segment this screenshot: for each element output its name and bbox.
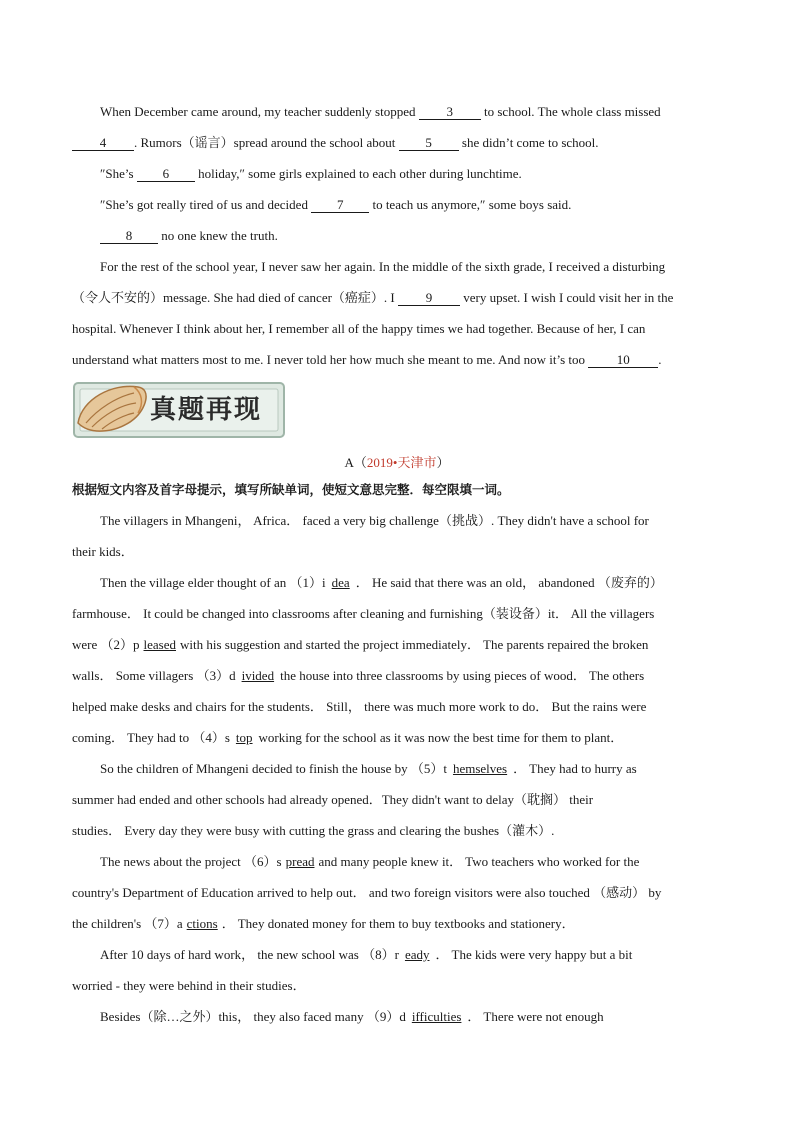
section-banner: [72, 379, 722, 447]
passage1-line4: ″She’s got really tired of us and decided 7 to teach us anymore,″ some boys said.: [100, 197, 572, 212]
passage1-line3: ″She’s 6 holiday,″ some girls explained to each other during lunchtime.: [100, 166, 522, 181]
answer-2[interactable]: leased: [143, 637, 176, 652]
answer-3[interactable]: ivided: [241, 668, 275, 683]
answer-7[interactable]: ctions: [186, 916, 218, 931]
blank-6[interactable]: 6: [137, 166, 195, 182]
passage1-line1: When December came around, my teacher suddenly stopped 3 to school. The whole class missed: [100, 104, 661, 119]
passage2-line3: Then the village elder thought of an （1）i dea ． He said that there was an old， abandoned （废弃的）: [100, 575, 663, 590]
passage2-line6: walls． Some villagers （3）d ivided the house into three classrooms by using pieces of wood． The others: [72, 668, 645, 683]
passage1-line9: understand what matters most to me. I never told her how much she meant to me. And now it’s too 10 .: [72, 352, 662, 367]
blank-8[interactable]: 8: [100, 228, 158, 244]
passage2-line12: The news about the project （6）s pread and many people knew it． Two teachers who worked for the: [100, 854, 640, 869]
answer-9[interactable]: ifficulties: [411, 1009, 462, 1024]
answer-8[interactable]: eady: [404, 947, 430, 962]
section-a-instruction: 根据短文内容及首字母提示，填写所缺单词，使短文意思完整．每空限填一词。: [72, 482, 510, 497]
passage2-line8: coming． They had to （4）s top working for the school as it was now the best time for them to plant．: [72, 730, 624, 745]
passage2-line16: worried - they were behind in their studies．: [72, 978, 306, 993]
blank-3[interactable]: 3: [419, 104, 481, 120]
blank-9[interactable]: 9: [398, 290, 460, 306]
passage2-line17: Besides（除…之外）this， they also faced many （9）d ifficulties ． There were not enough: [100, 1009, 604, 1024]
passage2-line7: helped make desks and chairs for the students． Still， there was much more work to do． But the rains were: [72, 699, 647, 714]
section-a-heading: A（2019•天津市）: [344, 455, 450, 470]
passage1-line5: 8 no one knew the truth.: [72, 220, 722, 251]
answer-4[interactable]: top: [235, 730, 253, 745]
section-a-year: 2019•天津市: [366, 455, 437, 470]
answer-6[interactable]: pread: [285, 854, 315, 869]
passage2-line2: their kids．: [72, 544, 134, 559]
passage2-line15: After 10 days of hard work， the new school was （8）r eady ． The kids were very happy but a bit: [100, 947, 633, 962]
answer-5[interactable]: hemselves: [452, 761, 508, 776]
passage1-line7: （令人不安的）message. She had died of cancer（癌症）. I 9 very upset. I wish I could visit her in the: [72, 290, 674, 305]
passage2-line4: farmhouse． It could be changed into classrooms after cleaning and furnishing（装设备）it． All the villagers: [72, 606, 655, 621]
passage2-line11: studies． Every day they were busy with cutting the grass and clearing the bushes（灌木）.: [72, 823, 555, 838]
blank-4[interactable]: 4: [72, 135, 134, 151]
blank-10[interactable]: 10: [588, 352, 658, 368]
passage2-line13: country's Department of Education arrived to help out． and two foreign visitors were also touched （感动） by: [72, 885, 662, 900]
banner-title: 真题再现: [150, 395, 263, 425]
blank-7[interactable]: 7: [311, 197, 369, 213]
passage1-line2: 4 . Rumors（谣言）spread around the school about 5 she didn’t come to school.: [72, 127, 722, 158]
passage2-line9: So the children of Mhangeni decided to finish the house by （5）t hemselves ． They had to hurry as: [100, 761, 637, 776]
answer-1[interactable]: dea: [331, 575, 350, 590]
passage1-line6: For the rest of the school year, I never saw her again. In the middle of the sixth grade, I received a disturbing: [100, 259, 666, 274]
passage2-line1: The villagers in Mhangeni， Africa． faced a very big challenge（挑战）. They didn't have a school for: [100, 513, 649, 528]
blank-5[interactable]: 5: [399, 135, 459, 151]
passage1-line8: hospital. Whenever I think about her, I remember all of the happy times we had together. Because of her, I can: [72, 321, 646, 336]
passage2-line14: the children's （7）a ctions ． They donated money for them to buy textbooks and stationery．: [72, 916, 575, 931]
passage2-line5: were （2）p leased with his suggestion and started the project immediately． The parents repaired the broken: [72, 637, 649, 652]
page-content: [72, 96, 722, 1032]
passage2-line10: summer had ended and other schools had already opened．They didn't want to delay（耽搁） their: [72, 792, 594, 807]
